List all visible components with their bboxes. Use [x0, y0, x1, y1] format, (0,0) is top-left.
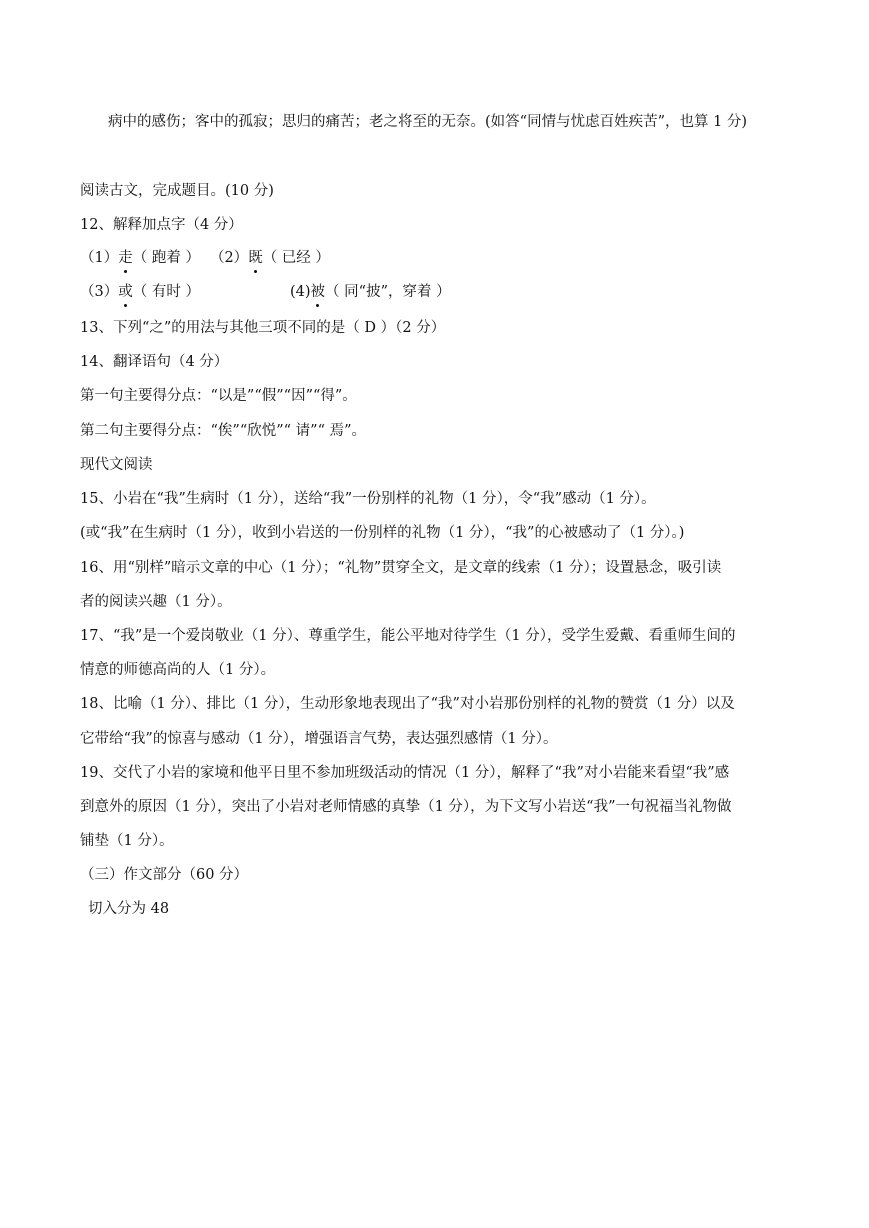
q17-line-2: 情意的师德高尚的人（1 分）。 — [80, 662, 276, 678]
q12-title: 12、解释加点字（4 分） — [80, 217, 243, 233]
prev-answer-text: 病中的感伤；客中的孤寂；思归的痛苦；老之将至的无奈。(如答“同情与忧虑百姓疾苦”，也算 1 分) — [108, 114, 748, 130]
modern-reading-heading: 现代文阅读 — [80, 457, 153, 473]
q14-line-2: 第二句主要得分点：“俟”“欣悦”“ 请”“ 焉”。 — [80, 423, 367, 439]
q14-title: 14、翻译语句（4 分） — [80, 354, 229, 370]
q19-line-3: 铺垫（1 分）。 — [80, 833, 174, 849]
q18-line-2: 它带给“我”的惊喜与感动（1 分），增强语言气势，表达强烈感情（1 分）。 — [80, 731, 558, 747]
q18-line-1: 18、比喻（1 分）、排比（1 分），生动形象地表现出了“我”对小岩那份别样的礼物的赞赏（1 分）以及 — [80, 696, 735, 712]
q12-item-3-answer: （ 有时 ） — [132, 284, 200, 300]
q15-line-2: (或“我”在生病时（1 分），收到小岩送的一份别样的礼物（1 分），“我”的心被感动了（1 分）。) — [80, 525, 685, 541]
q12-row-2-item-4 — [290, 282, 451, 302]
q12-item-2-num: （2） — [209, 250, 249, 266]
classical-reading-heading: 阅读古文，完成题目。(10 分) — [80, 183, 274, 199]
q16-line-1: 16、用“别样”暗示文章的中心（1 分）；“礼物”贯穿全文，是文章的线索（1 分）；设置悬念，吸引读 — [80, 560, 722, 576]
q16-line-2: 者的阅读兴趣（1 分）。 — [80, 594, 232, 610]
q12-row-2 — [80, 282, 200, 302]
essay-note: 切入分为 48 — [88, 901, 170, 917]
essay-heading: （三）作文部分（60 分） — [80, 867, 249, 883]
q14-line-1: 第一句主要得分点：“以是”“假”“因”“得”。 — [80, 388, 357, 404]
q12-item-4-char: 被 — [310, 284, 326, 300]
q12-item-3-num: （3） — [80, 284, 119, 300]
q12-item-1-answer: （ 跑着 ） — [132, 250, 200, 266]
q12-item-3-char: 或 — [118, 284, 133, 300]
q12-item-4-num: (4) — [290, 284, 311, 300]
q19-line-2: 到意外的原因（1 分），突出了小岩对老师情感的真挚（1 分），为下文写小岩送“我”一句祝福当礼物做 — [80, 799, 732, 815]
q12-row-1 — [80, 248, 330, 268]
q15-line-1: 15、小岩在“我”生病时（1 分），送给“我”一份别样的礼物（1 分），令“我”感动（1 分）。 — [80, 491, 656, 507]
q17-line-1: 17、“我”是一个爱岗敬业（1 分）、尊重学生，能公平地对待学生（1 分），受学生爱戴、看重师生间的 — [80, 628, 736, 644]
q19-line-1: 19、交代了小岩的家境和他平日里不参加班级活动的情况（1 分），解释了“我”对小岩能来看望“我”感 — [80, 765, 730, 781]
q13-text: 13、下列“之”的用法与其他三项不同的是（ D ）（2 分） — [80, 320, 446, 336]
q12-item-4-answer: （ 同“披”，穿着 ） — [325, 284, 451, 300]
q12-item-1-num: （1） — [80, 250, 119, 266]
q12-item-2-answer: （ 已经 ） — [262, 250, 330, 266]
q12-item-2-char: 既 — [248, 250, 263, 266]
q12-item-1-char: 走 — [118, 250, 133, 266]
